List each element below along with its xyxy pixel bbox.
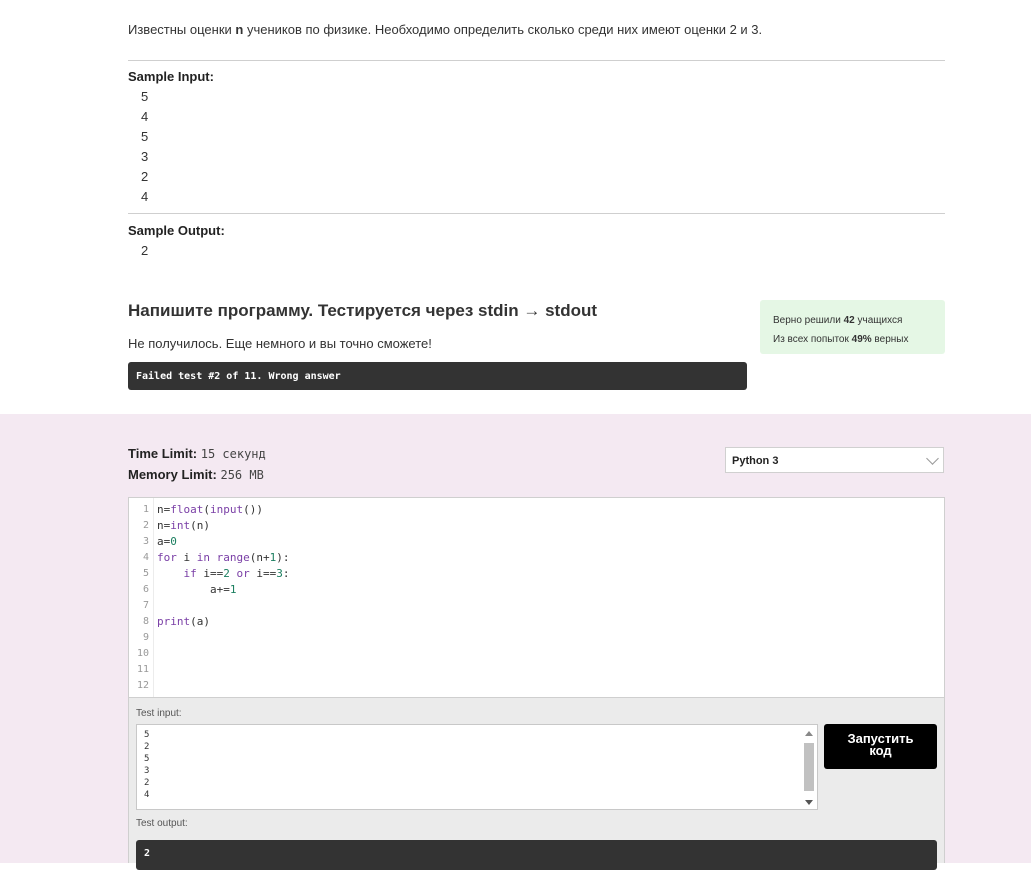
code-line[interactable]: if i==2 or i==3: [183, 567, 290, 580]
divider [128, 60, 945, 61]
line-number: 3 [142, 536, 149, 547]
line-number: 7 [142, 600, 149, 611]
divider [128, 213, 945, 214]
line-number-gutter [129, 498, 154, 697]
line-number: 9 [142, 632, 149, 643]
problem-section [0, 0, 1031, 414]
test-output: 2 [136, 840, 937, 870]
description-variable: n [235, 22, 244, 37]
code-line[interactable]: a=0 [157, 535, 177, 548]
sample-input-label: Sample Input: [128, 69, 214, 84]
sample-output-line: 2 [141, 243, 149, 258]
stats-box [760, 300, 945, 354]
task-heading: Напишите программу. Тестируется через stdin → stdout [128, 301, 598, 320]
result-terminal: Failed test #2 of 11. Wrong answer [128, 362, 747, 390]
attempts-stat: Из всех попыток 49% верных [773, 334, 909, 345]
sample-input-line: 5 [141, 129, 149, 144]
sample-input-line: 4 [141, 109, 149, 124]
sample-input-line: 5 [141, 89, 149, 104]
line-number: 10 [136, 648, 149, 659]
test-input-textarea[interactable] [136, 724, 818, 810]
line-number: 4 [142, 552, 149, 563]
line-number: 2 [142, 520, 149, 531]
line-number: 6 [142, 584, 149, 595]
feedback-message: Не получилось. Еще немного и вы точно сможете! [128, 336, 432, 351]
code-line[interactable]: print(a) [157, 615, 210, 628]
sample-input-line: 4 [141, 189, 149, 204]
sample-output-label: Sample Output: [128, 223, 225, 238]
sample-input [141, 87, 148, 207]
scrollbar[interactable] [803, 727, 815, 807]
test-output-label: Test output: [136, 818, 188, 829]
code-line[interactable]: a+=1 [157, 583, 237, 596]
scroll-down-icon[interactable] [805, 800, 813, 805]
line-number: 5 [142, 568, 149, 579]
sample-output [141, 241, 148, 261]
time-limit: Time Limit: 15 секунд [128, 446, 266, 461]
test-input-label: Test input: [136, 708, 182, 719]
solved-stat: Верно решили 42 учащихся [773, 315, 903, 326]
test-input-value: 5 2 5 3 2 4 [144, 730, 150, 800]
language-select-value: Python 3 [732, 455, 779, 467]
scrollbar-thumb[interactable] [804, 743, 814, 791]
run-code-button[interactable]: Запустить код [824, 724, 937, 769]
memory-limit: Memory Limit: 256 MB [128, 467, 264, 482]
code-editor[interactable] [128, 497, 945, 698]
chevron-down-icon [926, 452, 939, 465]
sample-input-line: 2 [141, 169, 149, 184]
scroll-up-icon[interactable] [805, 731, 813, 736]
code-line[interactable]: n=int(n) [157, 519, 210, 532]
code-line[interactable]: for i in range(n+1): [157, 551, 290, 564]
language-select[interactable] [725, 447, 944, 473]
line-number: 1 [142, 504, 149, 515]
sample-input-line: 3 [141, 149, 149, 164]
line-number: 8 [142, 616, 149, 627]
description-text: Известны оценки [128, 22, 236, 37]
line-number: 12 [136, 680, 149, 691]
problem-description [128, 22, 762, 37]
code-line[interactable]: n=float(input()) [157, 503, 263, 516]
description-text-rest: учеников по физике. Необходимо определить сколько среди них имеют оценки 2 и 3. [243, 22, 763, 37]
line-number: 11 [136, 664, 149, 675]
